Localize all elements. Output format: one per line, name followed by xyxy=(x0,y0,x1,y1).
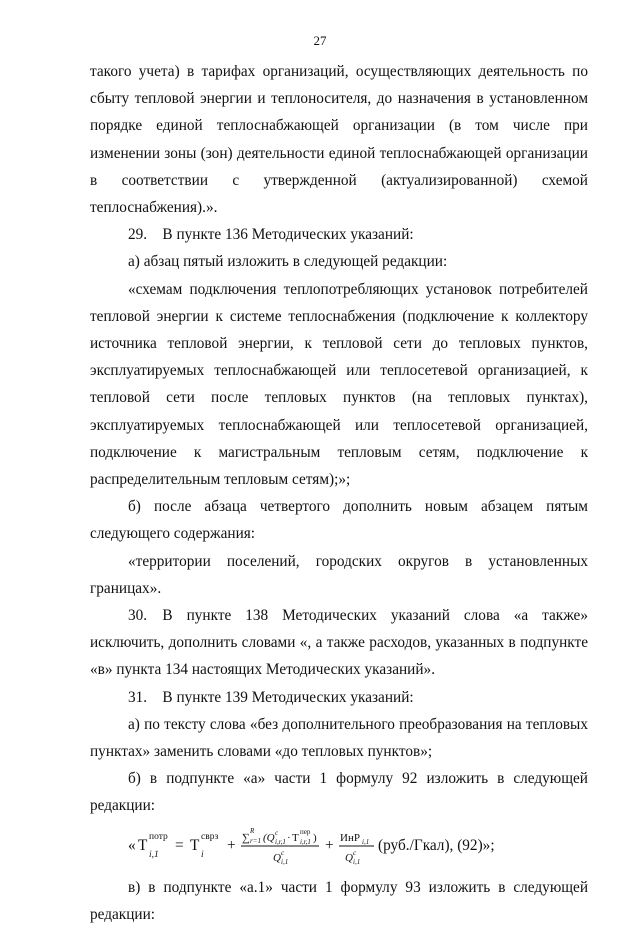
formula-sub-i: i xyxy=(201,849,204,860)
formula-num-close: ) xyxy=(313,831,317,844)
paragraph-1: такого учета) в тарифах организаций, осуществляющих деятельность по сбыту тепловой энергии и теплоносителя, до назначения в установленном порядке единой теплоснабжающей организации (в том числе при изменении зоны (зон) деятельности единой теплоснабжающей организации в соответствии с утвержденной (актуализированной) схемой теплоснабжения).». xyxy=(90,63,588,217)
formula-num-t: Т xyxy=(292,831,299,844)
formula-sum-upper: R xyxy=(250,826,255,835)
formula-num-t-sup: пер xyxy=(300,827,311,836)
formula-sup-svrz: сврз xyxy=(201,831,219,842)
formula-tail: (руб./Гкал), (92)»; xyxy=(378,836,495,854)
formula-open-quote: « xyxy=(128,836,136,854)
formula-den-q-sup: c xyxy=(281,848,285,857)
formula-t-svrz: Т xyxy=(190,836,200,854)
formula-t-main: Т xyxy=(138,836,148,854)
formula-num-q-sup: c xyxy=(275,828,279,837)
document-body xyxy=(90,58,588,928)
formula-frac2-den: Q xyxy=(345,851,353,864)
formula-sub-i1: i,1 xyxy=(149,849,159,860)
formula-den-q-sub: i,1 xyxy=(281,857,289,866)
paragraph-31b: б) в подпункте «а» части 1 формулу 92 изложить в следующей редакции: xyxy=(90,770,588,815)
formula-frac2-den-sub: i,1 xyxy=(353,857,361,866)
formula-sup-potr: потр xyxy=(149,831,168,842)
formula-92 xyxy=(128,824,588,870)
paragraph-31a: а) по тексту слова «без дополнительного преобразования на тепловых пунктах» заменить словами «до тепловых пунктов»; xyxy=(90,715,588,761)
paragraph-31v: в) в подпункте «а.1» части 1 формулу 93 изложить в следующей редакции: xyxy=(90,878,588,923)
formula-sum-symbol: ∑ xyxy=(242,831,250,844)
paragraph-item-31: 31. В пункте 139 Методических указаний: xyxy=(128,688,414,706)
formula-num-t-sub: i,r,1 xyxy=(300,837,311,846)
formula-frac2-num: ИнР xyxy=(340,831,360,844)
paragraph-29a: а) абзац пятый изложить в следующей редакции: xyxy=(128,253,448,271)
formula-equals: = xyxy=(175,836,184,854)
formula-sum-lower: r=1 xyxy=(250,836,261,845)
paragraph-29b: б) после абзаца четвертого дополнить новым абзацем пятым следующего содержания: xyxy=(90,498,588,543)
formula-den-q: Q xyxy=(273,851,281,864)
formula-92-svg xyxy=(128,824,588,870)
formula-num-q: (Q xyxy=(263,831,275,844)
formula-num-q-sub: i,r,1 xyxy=(275,837,286,846)
page-number: 27 xyxy=(313,33,327,48)
formula-frac2-den-sup: c xyxy=(353,848,357,857)
paragraph-quote-territories: «территории поселений, городских округов в установленных границах». xyxy=(90,552,588,597)
formula-frac2-num-sub: i,1 xyxy=(362,837,370,846)
paragraph-quote-schemes: «схемам подключения теплопотребляющих установок потребителей тепловой энергии к системе теплоснабжения (подключение к коллектору источника тепловой энергии, к тепловой сети до тепловых пунктов, эксплуатируемых теплоснабжающей или теплосетевой организацией, к тепловой сети после тепловых пунктов (на тепловых пунктах), эксплуатируемых теплоснабжающей или теплосетевой организацией, подключение к магистральным тепловым сетям, подключение к распределительным тепловым сетям);»; xyxy=(90,280,588,489)
paragraph-item-29: 29. В пункте 136 Методических указаний: xyxy=(128,226,414,244)
paragraph-item-30: 30. В пункте 138 Методических указаний слова «а также» исключить, дополнить словами «, а также расходов, указанных в подпункте «в» пункта 134 настоящих Методических указаний». xyxy=(90,607,588,679)
formula-plus-2: + xyxy=(325,836,334,854)
formula-plus-1: + xyxy=(227,836,236,854)
formula-num-times: · xyxy=(287,831,291,844)
